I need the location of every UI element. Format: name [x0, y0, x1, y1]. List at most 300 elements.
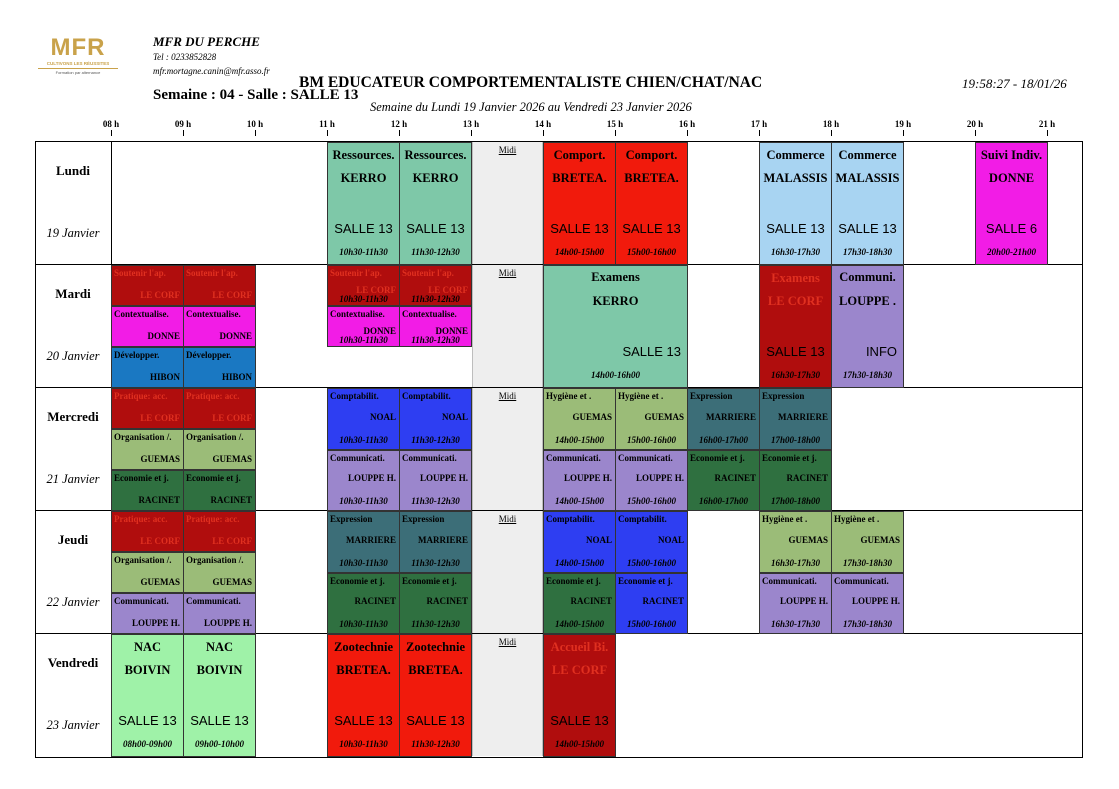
course-subject: Examens [591, 270, 640, 284]
course-subject: Soutenir l'ap. [186, 268, 238, 278]
course-room: SALLE 13 [190, 713, 249, 728]
course-block[interactable] [615, 142, 688, 265]
course-time: 15h00-16h00 [626, 619, 676, 629]
course-subject: Economie et j. [690, 452, 745, 463]
course-time: 17h30-18h30 [842, 370, 892, 380]
day-name: Jeudi [57, 532, 89, 547]
day-name: Mercredi [47, 409, 99, 424]
hour-label: 20 h [966, 119, 984, 129]
course-time: 11h30-12h30 [411, 247, 460, 257]
course-room: SALLE 13 [406, 221, 465, 236]
course-teacher: KERRO [412, 171, 459, 185]
course-block[interactable] [399, 511, 472, 573]
course-block[interactable] [687, 450, 760, 512]
hour-label: 13 h [462, 119, 480, 129]
course-teacher: LOUPPE H. [131, 618, 180, 628]
course-block[interactable] [111, 511, 184, 552]
course-subject: Pratique: acc. [186, 391, 240, 401]
course-room: INFO [865, 344, 897, 359]
course-teacher: GUEMAS [212, 577, 252, 587]
course-subject: Organisation /. [114, 432, 172, 442]
course-subject: Développer. [186, 350, 232, 360]
course-teacher: BRETEA. [552, 171, 607, 185]
course-subject: Expression [330, 514, 373, 524]
course-subject: Communicati. [186, 596, 241, 606]
day-date: 21 Janvier [46, 472, 100, 486]
course-subject: Expression [690, 391, 733, 401]
phone-number: Tel : 0233852828 [153, 52, 217, 62]
course-time: 10h30-11h30 [339, 739, 388, 749]
course-teacher: RACINET [426, 596, 468, 607]
course-subject: Soutenir l'ap. [402, 268, 454, 278]
hour-tick [543, 130, 544, 136]
course-teacher: DONNE [363, 325, 396, 336]
course-time: 15h00-16h00 [626, 434, 676, 445]
course-subject: Organisation /. [114, 555, 172, 565]
course-subject: Expression [762, 391, 805, 401]
course-subject: Soutenir l'ap. [114, 268, 166, 278]
course-teacher: GUEMAS [860, 534, 900, 545]
course-time: 16h00-17h00 [698, 434, 748, 445]
course-subject: Développer. [114, 350, 160, 360]
course-subject: Communicati. [402, 452, 457, 463]
course-teacher: LE CORF [212, 290, 252, 300]
course-block[interactable] [759, 450, 832, 512]
mfr-logo [38, 36, 118, 75]
course-subject: NAC [133, 640, 162, 654]
hour-tick [975, 130, 976, 136]
course-teacher: RACINET [570, 596, 612, 607]
course-block[interactable] [327, 388, 400, 450]
page-subtitle: Semaine du Lundi 19 Janvier 2026 au Vendredi 23 Janvier 2026 [370, 100, 692, 114]
course-block[interactable] [327, 265, 400, 306]
day-date: 19 Janvier [46, 226, 100, 240]
day-name: Mardi [55, 286, 91, 301]
course-room: SALLE 13 [334, 221, 393, 236]
midi-label: Midi [498, 268, 517, 278]
course-teacher: RACINET [786, 473, 828, 484]
course-teacher: NOAL [657, 534, 684, 545]
course-subject: Pratique: acc. [114, 514, 168, 524]
course-block[interactable] [615, 388, 688, 450]
course-time: 08h00-09h00 [122, 739, 172, 749]
course-block[interactable] [183, 265, 256, 306]
course-teacher: LE CORF [212, 413, 252, 423]
midi-label: Midi [498, 637, 517, 647]
course-time: 10h30-11h30 [339, 294, 388, 304]
course-subject: Comport. [625, 148, 678, 162]
course-subject: Commerce [838, 148, 897, 162]
course-time: 10h30-11h30 [339, 557, 388, 568]
course-time: 14h00-15h00 [554, 434, 604, 445]
course-time: 17h00-18h00 [770, 434, 820, 445]
course-subject: Hygiène et . [834, 514, 880, 524]
course-teacher: BRETEA. [408, 663, 463, 677]
course-teacher: KERRO [340, 171, 387, 185]
course-block[interactable] [183, 306, 256, 347]
course-time: 11h30-12h30 [411, 619, 460, 629]
course-teacher: LOUPPE . [839, 294, 896, 308]
course-teacher: DONNE [435, 325, 468, 336]
course-time: 10h30-11h30 [339, 247, 388, 257]
course-room: SALLE 13 [550, 713, 609, 728]
hour-tick [759, 130, 760, 136]
course-subject: Communicati. [618, 452, 673, 463]
course-teacher: NOAL [585, 534, 612, 545]
course-block[interactable] [183, 429, 256, 470]
course-subject: Economie et j. [330, 575, 385, 586]
course-teacher: RACINET [210, 495, 252, 505]
course-teacher: MARRIERE [777, 411, 828, 422]
course-block[interactable] [831, 142, 904, 265]
course-subject: Contextualise. [114, 309, 169, 319]
course-teacher: LE CORF [356, 284, 396, 295]
course-block[interactable] [543, 450, 616, 512]
course-teacher: KERRO [592, 294, 639, 308]
course-teacher: LOUPPE H. [779, 596, 828, 607]
course-block[interactable] [687, 388, 760, 450]
course-teacher: NOAL [441, 411, 468, 422]
course-teacher: LE CORF [551, 663, 608, 677]
day-date: 23 Janvier [46, 718, 100, 732]
course-subject: Pratique: acc. [186, 514, 240, 524]
course-time: 10h30-11h30 [339, 434, 388, 445]
course-block[interactable] [183, 347, 256, 388]
course-time: 10h30-11h30 [339, 496, 388, 506]
course-subject: Communicati. [330, 452, 385, 463]
course-time: 16h30-17h30 [770, 557, 820, 568]
hour-label: 15 h [606, 119, 624, 129]
course-subject: Contextualise. [402, 309, 457, 319]
course-teacher: RACINET [714, 473, 756, 484]
course-block[interactable] [543, 388, 616, 450]
course-subject: Examens [771, 271, 820, 285]
course-room: SALLE 13 [406, 713, 465, 728]
hour-tick [255, 130, 256, 136]
course-time: 14h00-15h00 [554, 557, 604, 568]
course-block[interactable] [183, 388, 256, 429]
course-block[interactable] [399, 388, 472, 450]
course-block[interactable] [759, 388, 832, 450]
course-time: 10h30-11h30 [339, 619, 388, 629]
course-teacher: GUEMAS [572, 411, 612, 422]
course-time: 15h00-16h00 [626, 557, 676, 568]
course-time: 11h30-12h30 [411, 335, 460, 345]
course-time: 15h00-16h00 [626, 496, 676, 506]
course-teacher: LE CORF [212, 536, 252, 546]
course-subject: Pratique: acc. [114, 391, 168, 401]
course-teacher: RACINET [354, 596, 396, 607]
course-teacher: LOUPPE H. [563, 473, 612, 484]
course-subject: Hygiène et . [546, 391, 592, 401]
midi-column [472, 142, 543, 264]
course-subject: Expression [402, 514, 445, 524]
course-block[interactable] [759, 511, 832, 573]
course-block[interactable] [615, 573, 688, 635]
course-block[interactable] [615, 450, 688, 512]
midi-column [472, 388, 543, 510]
course-subject: Economie et j. [186, 473, 241, 483]
course-block[interactable] [327, 142, 400, 265]
print-timestamp: 19:58:27 - 18/01/26 [962, 76, 1067, 91]
course-teacher: BOIVIN [196, 663, 243, 677]
course-time: 14h00-15h00 [554, 247, 604, 257]
hour-tick [471, 130, 472, 136]
course-block[interactable] [831, 573, 904, 635]
course-time: 17h30-18h30 [842, 619, 892, 629]
hour-label: 14 h [534, 119, 552, 129]
course-block[interactable] [111, 306, 184, 347]
course-block[interactable] [759, 573, 832, 635]
midi-column [472, 511, 543, 633]
course-room: SALLE 13 [550, 221, 609, 236]
organization-name: MFR DU PERCHE [153, 34, 260, 49]
course-block[interactable] [759, 265, 832, 388]
course-teacher: RACINET [138, 495, 180, 505]
course-room: SALLE 13 [766, 344, 825, 359]
course-teacher: DONNE [147, 331, 180, 341]
course-time: 16h30-17h30 [770, 619, 820, 629]
course-subject: Comptabilit. [330, 391, 379, 401]
midi-label: Midi [498, 514, 517, 524]
page-title: BM EDUCATEUR COMPORTEMENTALISTE CHIEN/CHAT/NAC [299, 74, 763, 91]
course-time: 15h00-16h00 [626, 247, 676, 257]
logo-slogan: CULTIVONS LES RÉUSSITES [46, 61, 110, 66]
course-teacher: GUEMAS [212, 454, 252, 464]
course-block[interactable] [543, 573, 616, 635]
course-block[interactable] [975, 142, 1048, 265]
course-block[interactable] [327, 634, 400, 757]
email-address: mfr.mortagne.canin@mfr.asso.fr [153, 66, 270, 76]
logo-tagline: Formation par alternance [38, 68, 118, 75]
hour-tick [831, 130, 832, 136]
hour-label: 11 h [319, 119, 335, 129]
course-subject: Organisation /. [186, 555, 244, 565]
hour-tick [1047, 130, 1048, 136]
course-block[interactable] [399, 265, 472, 306]
course-block[interactable] [543, 265, 688, 388]
course-block[interactable] [831, 265, 904, 388]
course-time: 14h00-16h00 [590, 370, 640, 380]
course-teacher: LE CORF [140, 536, 180, 546]
course-block[interactable] [615, 511, 688, 573]
course-subject: Hygiène et . [618, 391, 664, 401]
course-subject: Economie et j. [546, 575, 601, 586]
course-time: 16h30-17h30 [770, 247, 820, 257]
course-teacher: HIBON [149, 372, 180, 382]
course-block[interactable] [327, 573, 400, 635]
course-time: 11h30-12h30 [411, 294, 460, 304]
week-room-label: Semaine : 04 - Salle : SALLE 13 [153, 87, 359, 103]
course-time: 11h30-12h30 [411, 496, 460, 506]
course-subject: Contextualise. [186, 309, 241, 319]
hour-tick [687, 130, 688, 136]
course-teacher: LOUPPE H. [347, 473, 396, 484]
course-time: 20h00-21h00 [986, 247, 1036, 257]
course-teacher: MARRIERE [705, 411, 756, 422]
course-teacher: LOUPPE H. [419, 473, 468, 484]
hour-tick [399, 130, 400, 136]
course-subject: Communicati. [546, 452, 601, 463]
course-teacher: LE CORF [140, 413, 180, 423]
hour-label: 17 h [750, 119, 768, 129]
day-name: Vendredi [47, 655, 99, 670]
course-room: SALLE 13 [766, 221, 825, 236]
course-subject: Economie et j. [618, 575, 673, 586]
hour-label: 19 h [894, 119, 912, 129]
course-subject: Zootechnie [405, 640, 466, 654]
course-block[interactable] [111, 429, 184, 470]
course-block[interactable] [399, 634, 472, 757]
course-teacher: GUEMAS [140, 577, 180, 587]
course-teacher: LE CORF [140, 290, 180, 300]
course-teacher: LOUPPE H. [203, 618, 252, 628]
course-teacher: GUEMAS [644, 411, 684, 422]
hour-label: 21 h [1038, 119, 1056, 129]
course-subject: Comptabilit. [546, 514, 595, 524]
course-subject: Comptabilit. [618, 514, 667, 524]
day-date: 20 Janvier [46, 349, 100, 363]
course-block[interactable] [399, 573, 472, 635]
course-block[interactable] [327, 511, 400, 573]
course-subject: Comptabilit. [402, 391, 451, 401]
course-room: SALLE 13 [622, 344, 681, 359]
course-subject: Accueil Bi. [550, 640, 609, 654]
course-time: 14h00-15h00 [554, 496, 604, 506]
course-block[interactable] [327, 450, 400, 512]
hour-tick [903, 130, 904, 136]
course-block[interactable] [543, 511, 616, 573]
course-subject: Ressources. [404, 148, 467, 162]
hour-label: 18 h [822, 119, 840, 129]
course-teacher: BRETEA. [336, 663, 391, 677]
course-subject: Communicati. [834, 575, 889, 586]
course-subject: NAC [205, 640, 234, 654]
course-block[interactable] [111, 593, 184, 634]
course-block[interactable] [111, 265, 184, 306]
course-teacher: DONNE [219, 331, 252, 341]
course-teacher: GUEMAS [788, 534, 828, 545]
course-subject: Commerce [766, 148, 825, 162]
course-time: 16h30-17h30 [770, 370, 820, 380]
course-subject: Communicati. [762, 575, 817, 586]
hour-tick [327, 130, 328, 136]
course-subject: Zootechnie [333, 640, 394, 654]
course-teacher: MARRIERE [345, 534, 396, 545]
course-block[interactable] [543, 142, 616, 265]
course-room: SALLE 13 [118, 713, 177, 728]
course-time: 11h30-12h30 [411, 434, 460, 445]
course-block[interactable] [399, 142, 472, 265]
course-time: 17h00-18h00 [770, 496, 820, 506]
midi-label: Midi [498, 391, 517, 401]
course-teacher: LOUPPE H. [635, 473, 684, 484]
course-teacher: GUEMAS [140, 454, 180, 464]
course-time: 11h30-12h30 [411, 557, 460, 568]
course-time: 14h00-15h00 [554, 739, 604, 749]
hour-label: 08 h [102, 119, 120, 129]
hour-tick [111, 130, 112, 136]
course-subject: Ressources. [332, 148, 395, 162]
course-subject: Communi. [839, 270, 896, 284]
course-block[interactable] [399, 306, 472, 347]
course-teacher: MARRIERE [417, 534, 468, 545]
course-block[interactable] [111, 634, 184, 757]
course-subject: Communicati. [114, 596, 169, 606]
course-block[interactable] [183, 593, 256, 634]
course-block[interactable] [111, 552, 184, 593]
course-subject: Hygiène et . [762, 514, 808, 524]
midi-column [472, 634, 543, 756]
course-subject: Organisation /. [186, 432, 244, 442]
course-room: SALLE 6 [985, 221, 1038, 236]
hour-label: 09 h [174, 119, 192, 129]
course-teacher: LE CORF [767, 294, 824, 308]
course-time: 17h30-18h30 [842, 557, 892, 568]
course-teacher: BOIVIN [124, 663, 171, 677]
course-block[interactable] [111, 388, 184, 429]
course-teacher: BRETEA. [624, 171, 679, 185]
course-time: 17h30-18h30 [842, 247, 892, 257]
hour-tick [615, 130, 616, 136]
course-block[interactable] [327, 306, 400, 347]
course-block[interactable] [183, 634, 256, 757]
day-date: 22 Janvier [46, 595, 100, 609]
course-time: 11h30-12h30 [411, 739, 460, 749]
course-room: SALLE 13 [334, 713, 393, 728]
course-teacher: MALASSIS [835, 171, 900, 185]
course-block[interactable] [543, 634, 616, 757]
midi-label: Midi [498, 145, 517, 155]
course-teacher: MALASSIS [763, 171, 828, 185]
course-block[interactable] [183, 552, 256, 593]
course-teacher: NOAL [369, 411, 396, 422]
course-block[interactable] [111, 470, 184, 511]
course-teacher: LOUPPE H. [851, 596, 900, 607]
course-subject: Economie et j. [762, 452, 817, 463]
day-name: Lundi [56, 163, 90, 178]
course-time: 14h00-15h00 [554, 619, 604, 629]
course-teacher: DONNE [988, 171, 1035, 185]
midi-column [472, 265, 543, 387]
course-teacher: RACINET [642, 596, 684, 607]
hour-label: 16 h [678, 119, 696, 129]
course-subject: Economie et j. [402, 575, 457, 586]
hour-label: 12 h [390, 119, 408, 129]
course-block[interactable] [111, 347, 184, 388]
course-block[interactable] [831, 511, 904, 573]
course-time: 16h00-17h00 [698, 496, 748, 506]
course-block[interactable] [399, 450, 472, 512]
course-teacher: HIBON [221, 372, 252, 382]
course-subject: Contextualise. [330, 309, 385, 319]
course-block[interactable] [183, 511, 256, 552]
course-room: SALLE 13 [838, 221, 897, 236]
course-subject: Economie et j. [114, 473, 169, 483]
logo-text: MFR [50, 34, 106, 61]
course-time: 09h00-10h00 [194, 739, 244, 749]
course-time: 10h30-11h30 [339, 335, 388, 345]
course-subject: Comport. [553, 148, 606, 162]
course-block[interactable] [759, 142, 832, 265]
course-teacher: LE CORF [428, 284, 468, 295]
course-block[interactable] [183, 470, 256, 511]
course-room: SALLE 13 [622, 221, 681, 236]
course-subject: Soutenir l'ap. [330, 268, 382, 278]
hour-label: 10 h [246, 119, 264, 129]
hour-tick [183, 130, 184, 136]
course-subject: Suivi Indiv. [980, 148, 1043, 162]
